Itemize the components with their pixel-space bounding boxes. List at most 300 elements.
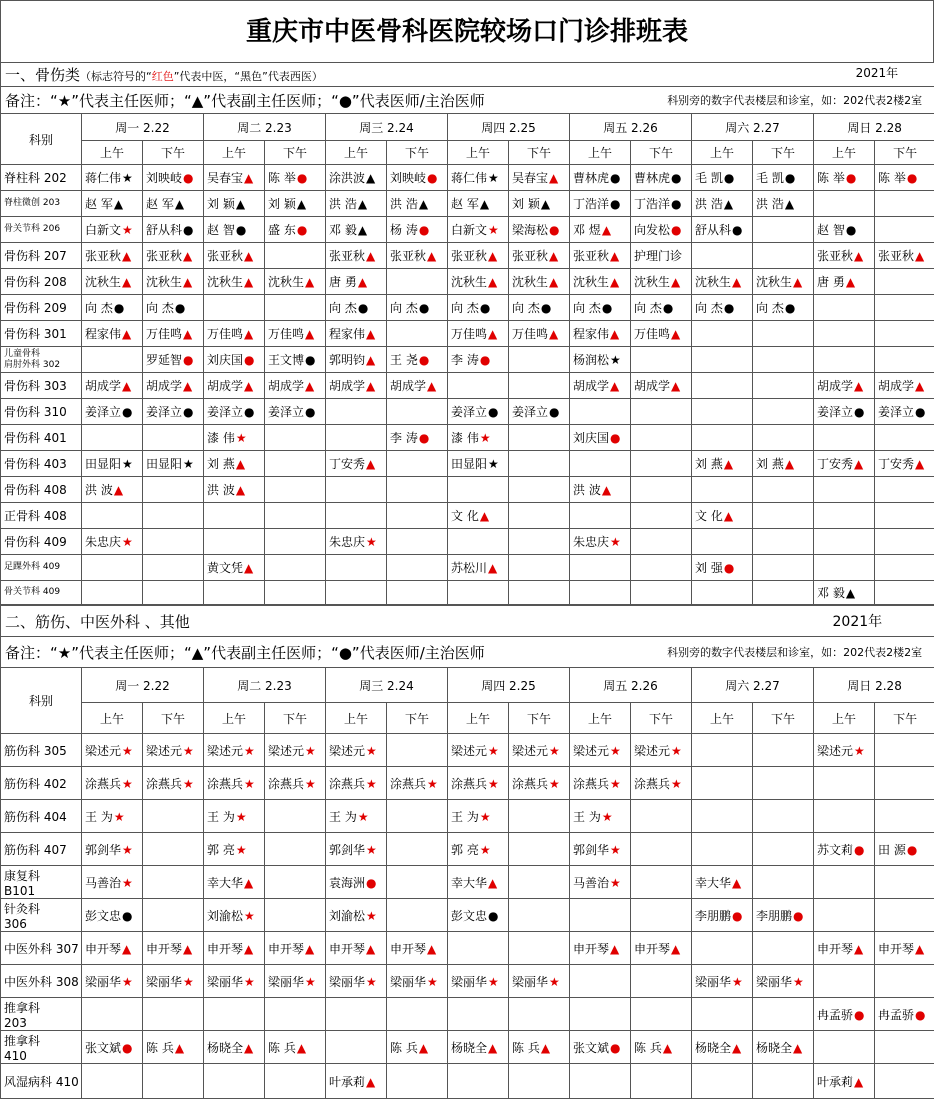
doctor-name: 向 杰 (85, 301, 113, 315)
doctor-cell (448, 734, 509, 767)
doctor-name: 白新文 (451, 223, 488, 237)
title-symbol-icon: ▲ (732, 1040, 742, 1055)
title-symbol-icon: ● (610, 171, 621, 185)
doctor-name: 杨晓全 (695, 1040, 732, 1055)
title-symbol-icon: ▲ (601, 223, 612, 237)
doctor-cell (875, 767, 934, 800)
doctor-name: 刘渝松 (329, 908, 366, 923)
doctor-cell (753, 321, 814, 347)
doctor-cell (631, 347, 692, 373)
title-symbol-icon: ● (610, 431, 621, 445)
doctor-cell (753, 767, 814, 800)
title-symbol-icon: ▲ (366, 941, 376, 956)
doctor-cell (204, 529, 265, 555)
doctor-name: 幸大华 (207, 875, 244, 890)
doctor-cell (509, 243, 570, 269)
title-symbol-icon: ▲ (793, 275, 803, 289)
doctor-name: 梁丽华 (695, 974, 732, 989)
title-symbol-icon: ★ (183, 776, 194, 791)
title-symbol-icon: ▲ (305, 275, 315, 289)
title-symbol-icon: ● (671, 223, 682, 237)
doctor-cell (509, 965, 570, 998)
doctor-cell (326, 425, 387, 451)
doctor-cell (326, 833, 387, 866)
dept-cell: 骨伤科 403 (1, 451, 82, 477)
title-symbol-icon: ▲ (122, 249, 132, 263)
title-symbol-icon: ● (183, 223, 194, 237)
title-symbol-icon: ▲ (601, 483, 612, 497)
doctor-cell (814, 191, 875, 217)
doctor-cell (753, 833, 814, 866)
doctor-name: 姜泽立 (878, 405, 915, 419)
doctor-name: 张亚秋 (207, 249, 244, 263)
doctor-name: 梁述元 (451, 743, 488, 758)
day-header: 周三 2.24 (326, 668, 448, 703)
doctor-name: 王 尧 (390, 353, 418, 367)
doctor-cell (143, 191, 204, 217)
doctor-cell (631, 833, 692, 866)
doctor-name: 涂燕兵 (85, 776, 122, 791)
doctor-name: 梁述元 (85, 743, 122, 758)
doctor-cell (509, 581, 570, 605)
doctor-cell (82, 866, 143, 899)
doctor-cell (204, 217, 265, 243)
doctor-name: 陈 举 (268, 171, 296, 185)
doctor-name: 田显阳 (85, 457, 122, 471)
title-symbol-icon: ● (305, 405, 316, 419)
doctor-name: 刘映岐 (390, 171, 427, 185)
title-symbol-icon: ▲ (854, 941, 864, 956)
doctor-cell (82, 373, 143, 399)
doctor-cell (875, 425, 934, 451)
doctor-name: 田 源 (878, 842, 906, 857)
doctor-cell (448, 581, 509, 605)
doctor-name: 梁述元 (512, 743, 549, 758)
doctor-cell (387, 555, 448, 581)
doctor-cell (326, 899, 387, 932)
title-symbol-icon: ★ (305, 974, 316, 989)
doctor-name: 赵 军 (85, 197, 113, 211)
doctor-name: 冉孟骄 (817, 1007, 854, 1022)
doctor-name: 赵 智 (817, 223, 845, 237)
doctor-cell (143, 347, 204, 373)
day-header: 周一 2.22 (82, 114, 204, 141)
doctor-cell (753, 399, 814, 425)
doctor-name: 李 涛 (390, 431, 418, 445)
doctor-cell (265, 998, 326, 1031)
doctor-cell (875, 503, 934, 529)
doctor-cell (448, 269, 509, 295)
doctor-cell (387, 295, 448, 321)
title-symbol-icon: ▲ (784, 457, 795, 471)
doctor-name: 郭 亮 (451, 842, 479, 857)
doctor-cell (692, 866, 753, 899)
doctor-cell (875, 1031, 934, 1064)
title-symbol-icon: ● (244, 353, 255, 367)
doctor-cell (875, 734, 934, 767)
am-header: 上午 (570, 141, 631, 165)
doctor-name: 郭剑华 (329, 842, 366, 857)
title-symbol-icon: ★ (357, 809, 369, 824)
title-symbol-icon: ★ (122, 457, 133, 471)
doctor-name: 洪 浩 (756, 197, 784, 211)
title-symbol-icon: ▲ (732, 275, 742, 289)
doctor-cell (82, 321, 143, 347)
doctor-name: 丁安秀 (817, 457, 854, 471)
doctor-cell (875, 833, 934, 866)
doctor-cell (265, 373, 326, 399)
doctor-cell (387, 373, 448, 399)
doctor-cell (326, 347, 387, 373)
doctor-cell (143, 503, 204, 529)
title-symbol-icon: ▲ (113, 197, 124, 211)
doctor-name: 梁丽华 (207, 974, 244, 989)
title-symbol-icon: ▲ (610, 941, 620, 956)
doctor-name: 梁丽华 (85, 974, 122, 989)
doctor-cell (387, 932, 448, 965)
doctor-name: 张亚秋 (817, 249, 854, 263)
doctor-cell (82, 767, 143, 800)
doctor-cell (265, 347, 326, 373)
am-header: 上午 (204, 703, 265, 734)
doctor-name: 申开琴 (878, 941, 915, 956)
doctor-cell (692, 965, 753, 998)
doctor-cell (143, 899, 204, 932)
doctor-cell (82, 477, 143, 503)
doctor-name: 刘 强 (695, 561, 723, 575)
title-symbol-icon: ● (244, 405, 255, 419)
doctor-cell (82, 451, 143, 477)
doctor-cell (692, 399, 753, 425)
doctor-name: 涂燕兵 (390, 776, 427, 791)
doctor-name: 曹林虎 (573, 171, 610, 185)
title-symbol-icon: ▲ (488, 875, 498, 890)
doctor-cell (82, 932, 143, 965)
schedule-row (1, 451, 934, 477)
title-symbol-icon: ● (732, 908, 743, 923)
doctor-cell (265, 321, 326, 347)
doctor-name: 梁海松 (512, 223, 549, 237)
page-title: 重庆市中医骨科医院较场口门诊排班表 (0, 0, 934, 62)
doctor-cell (204, 191, 265, 217)
doctor-cell (814, 477, 875, 503)
doctor-cell (631, 800, 692, 833)
title-symbol-icon: ▲ (122, 275, 132, 289)
dept-header: 科别 (1, 668, 82, 734)
schedule-row (1, 373, 934, 399)
doctor-name: 万佳鸣 (207, 327, 244, 341)
dept-cell: 儿童骨科 肩肘外科 302 (1, 347, 82, 373)
title-symbol-icon: ★ (488, 974, 499, 989)
doctor-cell (814, 767, 875, 800)
title-symbol-icon: ▲ (540, 197, 551, 211)
title-symbol-icon: ▲ (174, 197, 185, 211)
doctor-name: 郭剑华 (573, 842, 610, 857)
title-symbol-icon: ★ (366, 908, 377, 923)
doctor-cell (814, 555, 875, 581)
doctor-cell (753, 581, 814, 605)
title-symbol-icon: ● (366, 875, 377, 890)
doctor-cell (82, 998, 143, 1031)
title-symbol-icon: ★ (366, 535, 377, 549)
doctor-cell (509, 734, 570, 767)
title-symbol-icon: ★ (122, 535, 133, 549)
title-symbol-icon: ▲ (235, 483, 246, 497)
doctor-cell (814, 399, 875, 425)
doctor-cell (326, 477, 387, 503)
doctor-cell (631, 451, 692, 477)
pm-header: 下午 (265, 703, 326, 734)
doctor-cell (631, 899, 692, 932)
doctor-cell (143, 529, 204, 555)
doctor-name: 向 杰 (756, 301, 784, 315)
doctor-cell (204, 165, 265, 191)
doctor-cell (265, 477, 326, 503)
title-symbol-icon: ★ (235, 431, 247, 445)
doctor-cell (570, 503, 631, 529)
doctor-cell (631, 555, 692, 581)
title-symbol-icon: ▲ (784, 197, 795, 211)
doctor-cell (204, 734, 265, 767)
doctor-cell (570, 1064, 631, 1099)
doctor-name: 沈秋生 (634, 275, 671, 289)
title-symbol-icon: ★ (122, 171, 133, 185)
title-symbol-icon: ● (610, 197, 621, 211)
doctor-cell (387, 165, 448, 191)
title-symbol-icon: ★ (479, 431, 491, 445)
doctor-cell (265, 425, 326, 451)
doctor-cell (326, 581, 387, 605)
doctor-cell (204, 965, 265, 998)
title-symbol-icon: ★ (732, 974, 743, 989)
doctor-cell (265, 800, 326, 833)
doctor-cell (692, 451, 753, 477)
doctor-cell (265, 734, 326, 767)
am-header: 上午 (814, 141, 875, 165)
doctor-name: 洪 浩 (695, 197, 723, 211)
doctor-name: 漆 伟 (207, 431, 235, 445)
title-symbol-icon: ● (854, 1007, 865, 1022)
doctor-cell (631, 243, 692, 269)
title-symbol-icon: ▲ (366, 171, 376, 185)
schedule-row (1, 1031, 934, 1064)
dept-cell: 骨关节科 409 (1, 581, 82, 605)
title-symbol-icon: ▲ (244, 249, 254, 263)
title-symbol-icon: ▲ (662, 1040, 673, 1055)
doctor-cell (143, 965, 204, 998)
doctor-name: 申开琴 (85, 941, 122, 956)
doctor-cell (82, 965, 143, 998)
doctor-cell (204, 399, 265, 425)
doctor-cell (631, 165, 692, 191)
doctor-cell (875, 217, 934, 243)
doctor-name: 胡成学 (390, 379, 427, 393)
doctor-cell (570, 734, 631, 767)
title-symbol-icon: ▲ (540, 1040, 551, 1055)
title-symbol-icon: ★ (113, 809, 125, 824)
doctor-name: 蒋仁伟 (451, 171, 488, 185)
doctor-cell (570, 477, 631, 503)
doctor-name: 张亚秋 (878, 249, 915, 263)
doctor-name: 杨晓全 (451, 1040, 488, 1055)
doctor-name: 涂洪波 (329, 171, 366, 185)
doctor-cell (753, 295, 814, 321)
doctor-cell (326, 191, 387, 217)
am-header: 上午 (326, 703, 387, 734)
doctor-cell (753, 477, 814, 503)
doctor-cell (875, 1064, 934, 1099)
pm-header: 下午 (143, 141, 204, 165)
doctor-name: 胡成学 (878, 379, 915, 393)
doctor-cell (387, 243, 448, 269)
doctor-cell (448, 1064, 509, 1099)
title-symbol-icon: ★ (601, 809, 613, 824)
schedule-row (1, 767, 934, 800)
doctor-cell (570, 451, 631, 477)
pm-header: 下午 (509, 141, 570, 165)
doctor-name: 刘 燕 (207, 457, 235, 471)
dept-cell: 骨伤科 207 (1, 243, 82, 269)
title-symbol-icon: ▲ (244, 379, 254, 393)
doctor-name: 唐 勇 (329, 275, 357, 289)
doctor-cell (692, 269, 753, 295)
title-symbol-icon: ★ (479, 842, 491, 857)
doctor-name: 张亚秋 (390, 249, 427, 263)
doctor-cell (204, 503, 265, 529)
title-symbol-icon: ★ (366, 842, 377, 857)
doctor-name: 王文博 (268, 353, 305, 367)
pm-header: 下午 (631, 703, 692, 734)
doctor-cell (692, 998, 753, 1031)
schedule-row (1, 555, 934, 581)
title-symbol-icon: ● (488, 908, 499, 923)
doctor-cell (631, 529, 692, 555)
doctor-cell (570, 899, 631, 932)
doctor-cell (631, 217, 692, 243)
title-symbol-icon: ● (357, 301, 369, 315)
doctor-name: 杨晓全 (207, 1040, 244, 1055)
doctor-cell (875, 321, 934, 347)
doctor-name: 涂燕兵 (512, 776, 549, 791)
doctor-cell (265, 1031, 326, 1064)
title-symbol-icon: ● (784, 171, 796, 185)
title-symbol-icon: ★ (488, 743, 499, 758)
doctor-cell (326, 243, 387, 269)
doctor-cell (143, 295, 204, 321)
doctor-name: 申开琴 (817, 941, 854, 956)
doctor-cell (387, 734, 448, 767)
doctor-cell (875, 555, 934, 581)
title-symbol-icon: ★ (122, 875, 133, 890)
title-symbol-icon: ▲ (732, 875, 742, 890)
doctor-cell (509, 321, 570, 347)
doctor-cell (692, 1064, 753, 1099)
doctor-cell (814, 217, 875, 243)
title-symbol-icon: ● (113, 301, 125, 315)
doctor-name: 沈秋生 (207, 275, 244, 289)
title-symbol-icon: ● (784, 301, 796, 315)
day-header: 周二 2.23 (204, 114, 326, 141)
doctor-cell (387, 800, 448, 833)
doctor-name: 梁丽华 (390, 974, 427, 989)
title-symbol-icon: ▲ (723, 509, 734, 523)
doctor-cell (387, 899, 448, 932)
doctor-cell (448, 373, 509, 399)
am-header: 上午 (692, 703, 753, 734)
doctor-name: 向发松 (634, 223, 671, 237)
doctor-cell (631, 477, 692, 503)
doctor-cell (326, 269, 387, 295)
doctor-cell (387, 529, 448, 555)
doctor-cell (448, 451, 509, 477)
title-symbol-icon: ▲ (610, 249, 620, 263)
title-symbol-icon: ▲ (549, 327, 559, 341)
doctor-cell (82, 243, 143, 269)
schedule-row (1, 529, 934, 555)
dept-cell: 骨关节科 206 (1, 217, 82, 243)
schedule-row (1, 477, 934, 503)
doctor-name: 刘 颖 (207, 197, 235, 211)
doctor-name: 涂燕兵 (329, 776, 366, 791)
doctor-cell (448, 932, 509, 965)
doctor-cell (631, 581, 692, 605)
title-symbol-icon: ★ (549, 974, 560, 989)
doctor-cell (204, 833, 265, 866)
title-symbol-icon: ▲ (183, 379, 193, 393)
doctor-cell (631, 373, 692, 399)
dept-cell: 骨伤科 409 (1, 529, 82, 555)
title-symbol-icon: ▲ (915, 941, 925, 956)
day-header: 周六 2.27 (692, 668, 814, 703)
doctor-cell (692, 477, 753, 503)
day-header: 周四 2.25 (448, 114, 570, 141)
pm-header: 下午 (753, 703, 814, 734)
doctor-name: 姜泽立 (146, 405, 183, 419)
title-symbol-icon: ★ (610, 535, 621, 549)
doctor-cell (143, 734, 204, 767)
doctor-cell (631, 767, 692, 800)
dept-cell: 正骨科 408 (1, 503, 82, 529)
title-symbol-icon: ★ (183, 974, 194, 989)
pm-header: 下午 (631, 141, 692, 165)
doctor-cell (143, 833, 204, 866)
doctor-name: 郭剑华 (85, 842, 122, 857)
title-symbol-icon: ● (723, 171, 735, 185)
doctor-cell (753, 932, 814, 965)
doctor-cell (265, 165, 326, 191)
doctor-cell (753, 1031, 814, 1064)
doctor-name: 洪 波 (85, 483, 113, 497)
title-symbol-icon: ▲ (244, 275, 254, 289)
doctor-cell (448, 899, 509, 932)
title-symbol-icon: ▲ (183, 327, 193, 341)
doctor-name: 王 为 (573, 809, 601, 824)
doctor-cell (82, 295, 143, 321)
doctor-cell (814, 965, 875, 998)
doctor-cell (814, 734, 875, 767)
doctor-cell (509, 932, 570, 965)
doctor-cell (753, 191, 814, 217)
doctor-name: 梁述元 (146, 743, 183, 758)
schedule-row (1, 295, 934, 321)
doctor-cell (143, 373, 204, 399)
doctor-name: 朱忠庆 (85, 535, 122, 549)
doctor-cell (570, 833, 631, 866)
doctor-name: 陈 兵 (512, 1040, 540, 1055)
title-symbol-icon: ★ (610, 842, 621, 857)
doctor-name: 马善治 (85, 875, 122, 890)
doctor-cell (204, 899, 265, 932)
